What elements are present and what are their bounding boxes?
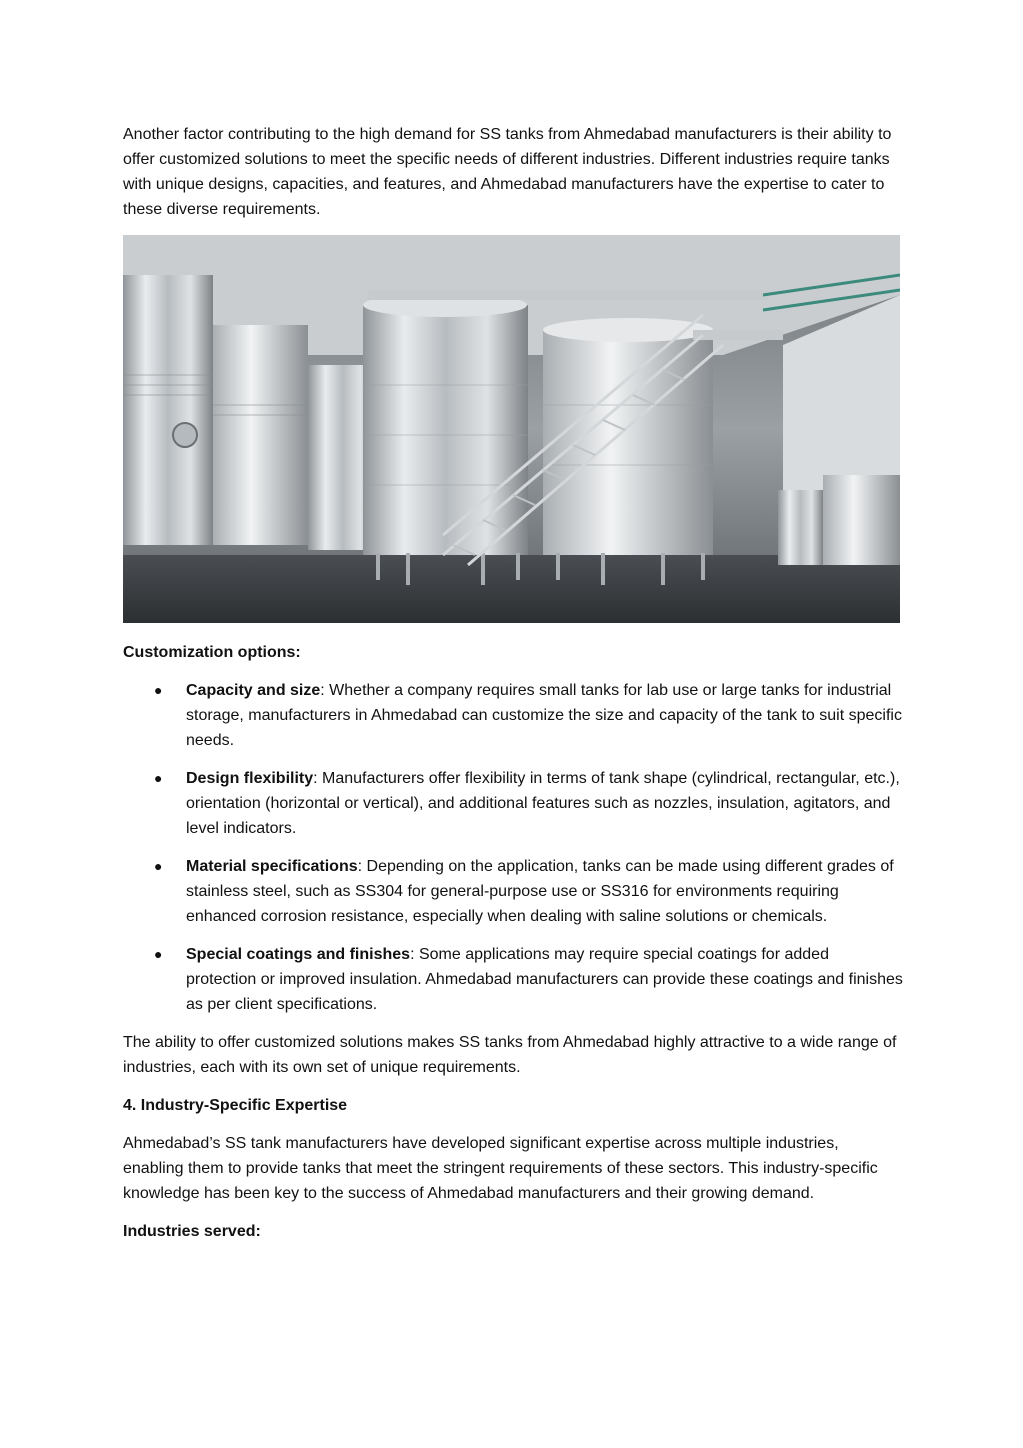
bullet-icon: ●: [154, 858, 163, 874]
list-item: [123, 942, 903, 1017]
item-title: Design flexibility: [186, 770, 314, 787]
item-text: : Depending on the application, tanks can be made using different grades of stainless steel, such as SS304 for general-purpose use or SS316 for environments requiring enhanced corrosion resistance, especially when dealing with saline solutions or chemicals.: [186, 858, 894, 925]
document-content: [123, 122, 903, 1257]
bullet-icon: ●: [154, 682, 163, 698]
section-body: Ahmedabad’s SS tank manufacturers have developed significant expertise across multiple industries, enabling them to provide tanks that meet the stringent requirements of these sectors. This industry-specific knowledge has been key to the success of Ahmedabad manufacturers and their growing demand.: [123, 1135, 878, 1202]
item-title: Material specifications: [186, 858, 358, 875]
item-text: : Manufacturers offer flexibility in terms of tank shape (cylindrical, rectangular, etc.), orientation (horizontal or vertical), and additional features such as nozzles, insulation, agitators, and level indicators.: [186, 770, 900, 837]
list-item: [123, 854, 903, 929]
bullet-icon: ●: [154, 946, 163, 962]
item-title: Special coatings and finishes: [186, 946, 411, 963]
item-title: Capacity and size: [186, 682, 321, 699]
closing-paragraph: The ability to offer customized solutions makes SS tanks from Ahmedabad highly attractive to a wide range of industries, each with its own set of unique requirements.: [123, 1034, 897, 1076]
item-text: : Whether a company requires small tanks for lab use or large tanks for industrial storage, manufacturers in Ahmedabad can customize the size and capacity of the tank to suit specific needs.: [186, 682, 902, 749]
item-text: : Some applications may require special coatings for added protection or improved insulation. Ahmedabad manufacturers can provide these coatings and finishes as per client specifications.: [186, 946, 903, 1013]
list-item: [123, 766, 903, 841]
customization-heading: Customization options:: [123, 644, 301, 661]
industries-heading: Industries served:: [123, 1223, 261, 1240]
section-heading: 4. Industry-Specific Expertise: [123, 1097, 348, 1114]
industrial-tank-photo: [123, 235, 900, 623]
list-item: [123, 678, 903, 753]
intro-paragraph: Another factor contributing to the high demand for SS tanks from Ahmedabad manufacturers is their ability to offer customized solutions to meet the specific needs of different industries. Different industries require tanks with unique designs, capacities, and features, and Ahmedabad manufacturers have the expertise to cater to these diverse requirements.: [123, 126, 892, 218]
customization-list: [123, 678, 903, 1017]
bullet-icon: ●: [154, 770, 163, 786]
